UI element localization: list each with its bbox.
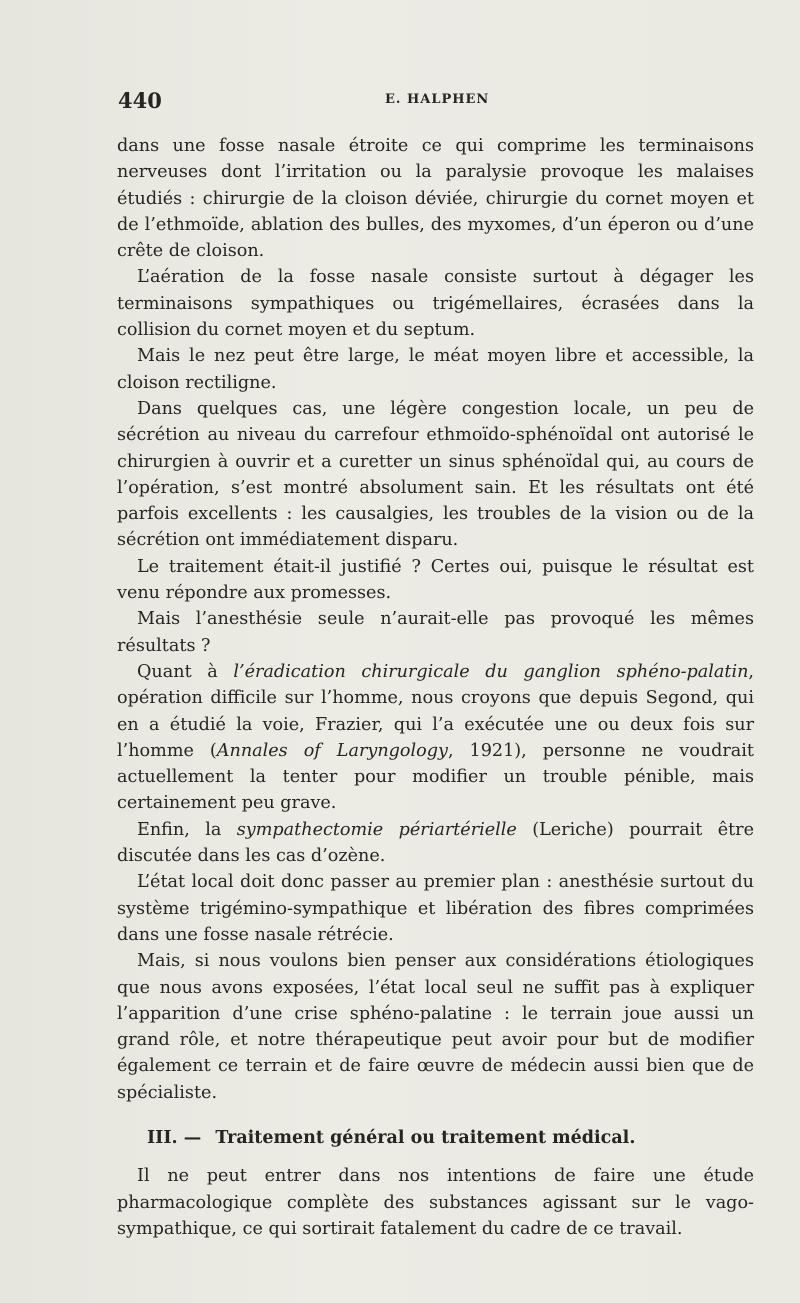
- paragraph: dans une fosse nasale étroite ce qui comprime les terminaisons nerveuses dont l’irritation ou la paralysie provoque les malaises étudiés : chirurgie de la cloison déviée, chirurgie du cornet moyen et de l’ethmoïde, ablation des bulles, des myxomes, d’un éperon ou d’une crête de cloison.: [117, 136, 754, 262]
- page-number: 440: [118, 88, 162, 113]
- running-head: E. HALPHEN: [385, 92, 490, 107]
- paragraph: Mais le nez peut être large, le méat moyen libre et accessible, la cloison rectiligne.: [117, 346, 754, 393]
- paragraph: Dans quelques cas, une légère congestion locale, un peu de sécrétion au niveau du carrefour ethmoïdo-sphénoïdal ont autorisé le chirurgien à ouvrir et a curetter un sinus sphénoïdal qui, au cours de l’opération, s’est montré absolument sain. Et les résultats ont été parfois excellents : les causalgies, les troubles de la vision ou de la sécrétion ont immédiatement disparu.: [117, 398, 754, 551]
- journal-title: Annales of Laryngology: [216, 740, 448, 761]
- paragraph: L’état local doit donc passer au premier plan : anesthésie surtout du système trigémino-sympathique et libération des fibres comprimées dans une fosse nasale rétrécie.: [117, 872, 754, 945]
- paragraph: Mais l’anesthésie seule n’aurait-elle pas provoqué les mêmes résultats ?: [117, 609, 754, 656]
- page-header: [118, 88, 754, 116]
- section-title: Traitement général ou traitement médical.: [215, 1127, 636, 1148]
- paragraph: L’aération de la fosse nasale consiste surtout à dégager les terminaisons sympathiques ou trigémellaires, écrasées dans la collision du cornet moyen et du septum.: [117, 267, 754, 341]
- paragraph: Quant à l’éradication chirurgicale du ganglion sphéno-palatin, opération difficile sur l’homme, nous croyons que depuis Segond, qui en a étudié la voie, Frazier, qui l’a exécutée une ou deux fois sur l’homme (Annales of Laryngology, 1921), personne ne voudrait actuellement la tenter pour modifier un trouble pénible, mais certainement peu grave.: [117, 661, 755, 814]
- paragraph: Enfin, la sympathectomie périartérielle (Leriche) pourrait être discutée dans les cas d’ozène.: [117, 819, 755, 867]
- section-number: III. —: [147, 1127, 202, 1148]
- italic-term: l’éradication chirurgicale du ganglion sphéno-palatin: [233, 661, 749, 682]
- italic-term: sympathectomie périartérielle: [236, 819, 517, 840]
- body-text: [117, 133, 754, 1242]
- section-heading: [117, 1125, 754, 1151]
- paragraph: Il ne peut entrer dans nos intentions de faire une étude pharmacologique complète des substances agissant sur le vago-sympathique, ce qui sortirait fatalement du cadre de ce travail.: [117, 1166, 754, 1239]
- paragraph: Le traitement était-il justifié ? Certes oui, puisque le résultat est venu répondre aux promesses.: [117, 556, 754, 604]
- paragraph: Mais, si nous voulons bien penser aux considérations étiologiques que nous avons exposées, l’état local seul ne suffit pas à expliquer l’apparition d’une crise sphéno-palatine : le terrain joue aussi un grand rôle, et notre thérapeutique peut avoir pour but de modifier également ce terrain et de faire œuvre de médecin aussi bien que de spécialiste.: [117, 951, 754, 1103]
